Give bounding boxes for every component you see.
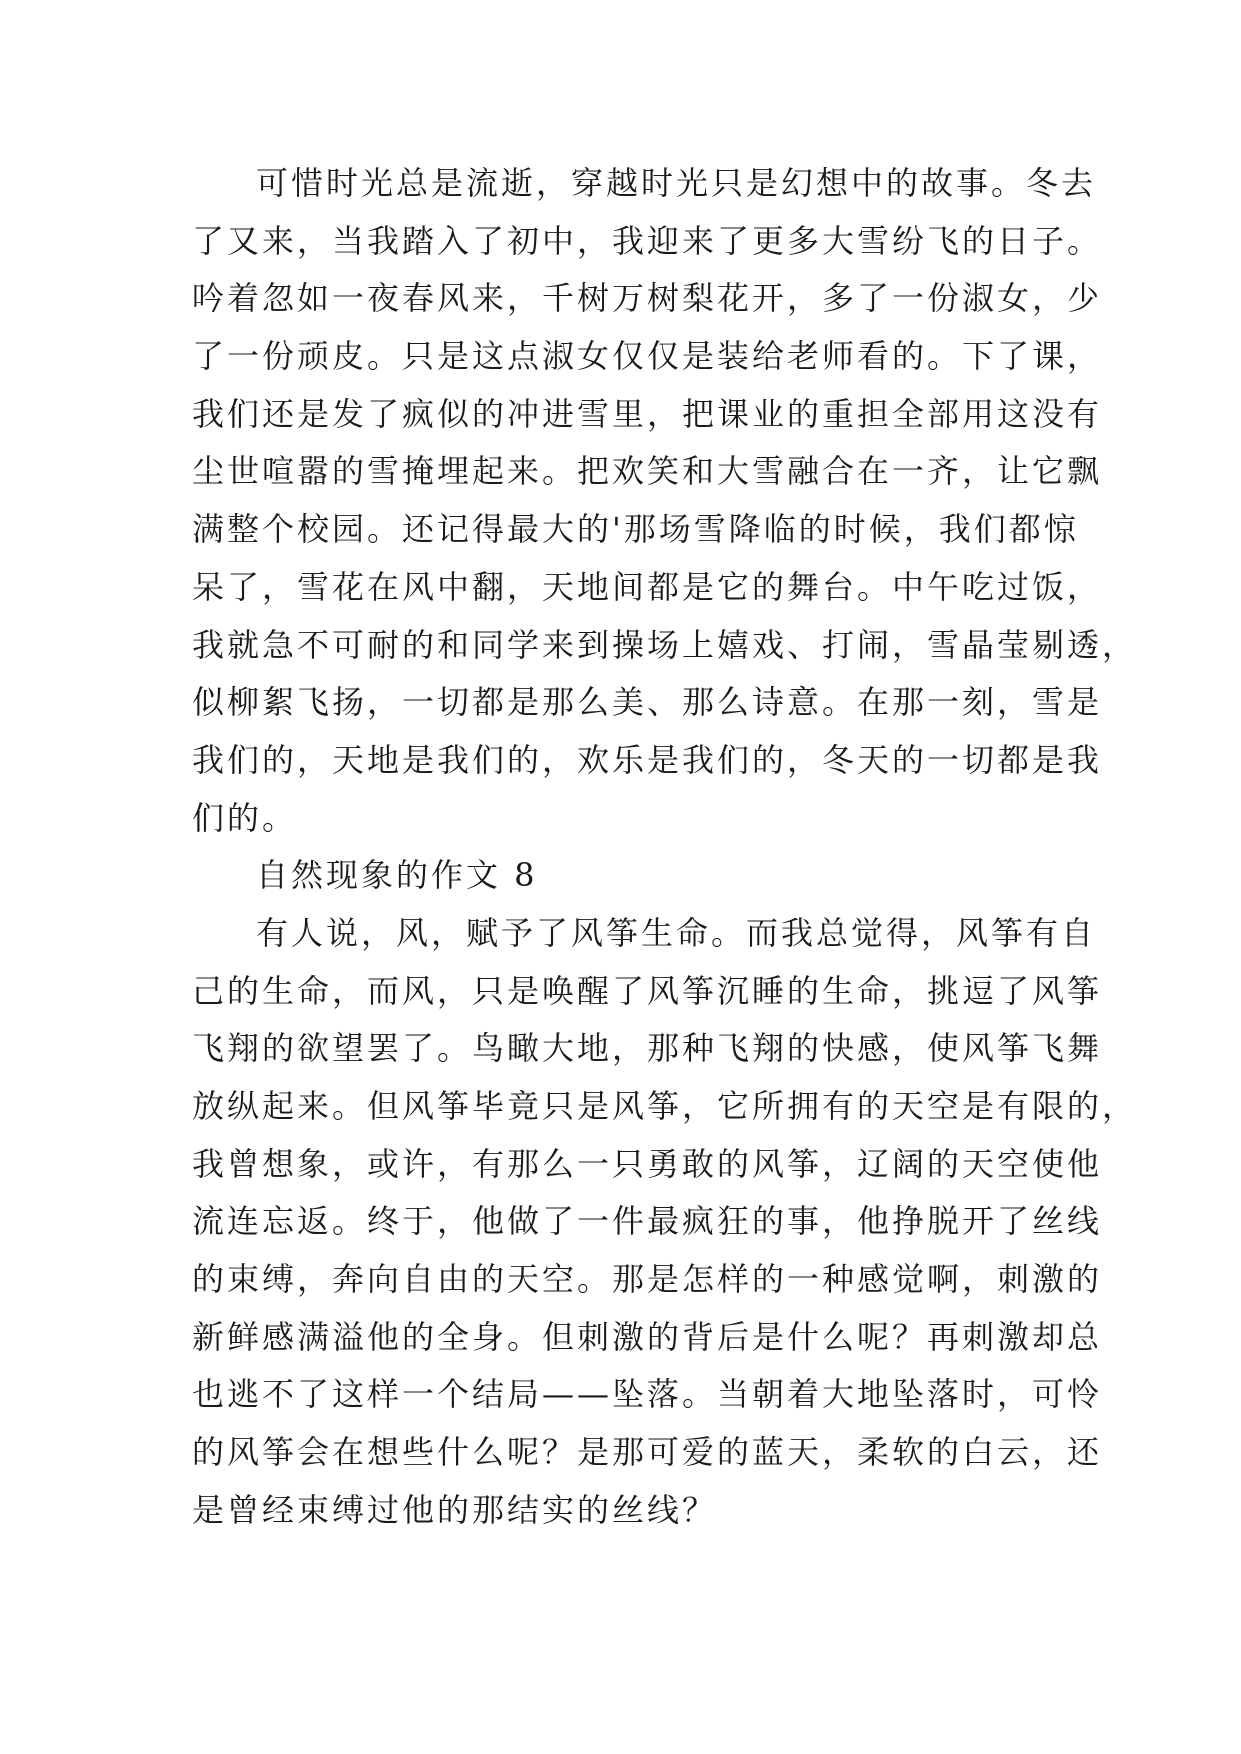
paragraph-2-line-11: 是曾经束缚过他的那结实的丝线？ [192,1490,718,1529]
section-heading: 自然现象的作文 8 [256,856,538,895]
paragraph-1-line-7: 满整个校园。还记得最大的'那场雪降临的时候，我们都惊 [192,510,1079,549]
paragraph-1-line-6: 尘世喧嚣的雪掩埋起来。把欢笑和大雪融合在一齐，让它飘 [192,452,1103,491]
paragraph-2 [192,905,1138,1540]
paragraph-2-line-5: 我曾想象，或许，有那么一只勇敢的风筝，辽阔的天空使他 [192,1144,1103,1183]
paragraph-1-line-2: 了又来，当我踏入了初中，我迎来了更多大雪纷飞的日子。 [192,221,1103,260]
paragraph-1-line-8: 呆了，雪花在风中翻，天地间都是它的舞台。中午吃过饭， [192,567,1103,606]
paragraph-2-line-1: 有人说，风，赋予了风筝生命。而我总觉得，风筝有自 [256,913,1097,952]
paragraph-1-line-12: 们的。 [192,798,298,837]
paragraph-1-line-11: 我们的，天地是我们的，欢乐是我们的，冬天的一切都是我 [192,740,1103,779]
paragraph-2-line-8: 新鲜感满溢他的全身。但刺激的背后是什么呢？再刺激却总 [192,1317,1103,1356]
paragraph-2-line-6: 流连忘返。终于，他做了一件最疯狂的事，他挣脱开了丝线 [192,1202,1103,1241]
paragraph-1-line-3: 吟着忽如一夜春风来，千树万树梨花开，多了一份淑女，少 [192,279,1103,318]
paragraph-2-line-7: 的束缚，奔向自由的天空。那是怎样的一种感觉啊，刺激的 [192,1260,1103,1299]
paragraph-2-line-2: 己的生命，而风，只是唤醒了风筝沉睡的生命，挑逗了风筝 [192,971,1103,1010]
paragraph-2-line-10: 的风筝会在想些什么呢？是那可爱的蓝天，柔软的白云，还 [192,1433,1103,1472]
paragraph-2-line-9: 也逃不了这样一个结局——坠落。当朝着大地坠落时，可怜 [192,1375,1103,1414]
paragraph-1-line-5: 我们还是发了疯似的冲进雪里，把课业的重担全部用这没有 [192,394,1103,433]
paragraph-1-line-10: 似柳絮飞扬，一切都是那么美、那么诗意。在那一刻，雪是 [192,683,1103,722]
paragraph-2-line-4: 放纵起来。但风筝毕竟只是风筝，它所拥有的天空是有限的， [192,1087,1138,1125]
document-body [192,155,1138,1540]
paragraph-1 [192,155,1138,847]
paragraph-1-line-9: 我就急不可耐的和同学来到操场上嬉戏、打闹，雪晶莹剔透， [192,625,1138,664]
paragraph-1-line-4: 了一份顽皮。只是这点淑女仅仅是装给老师看的。下了课， [192,337,1103,376]
paragraph-1-line-1: 可惜时光总是流逝，穿越时光只是幻想中的故事。冬去 [256,164,1097,202]
paragraph-2-line-3: 飞翔的欲望罢了。鸟瞰大地，那种飞翔的快感，使风筝飞舞 [192,1029,1103,1068]
